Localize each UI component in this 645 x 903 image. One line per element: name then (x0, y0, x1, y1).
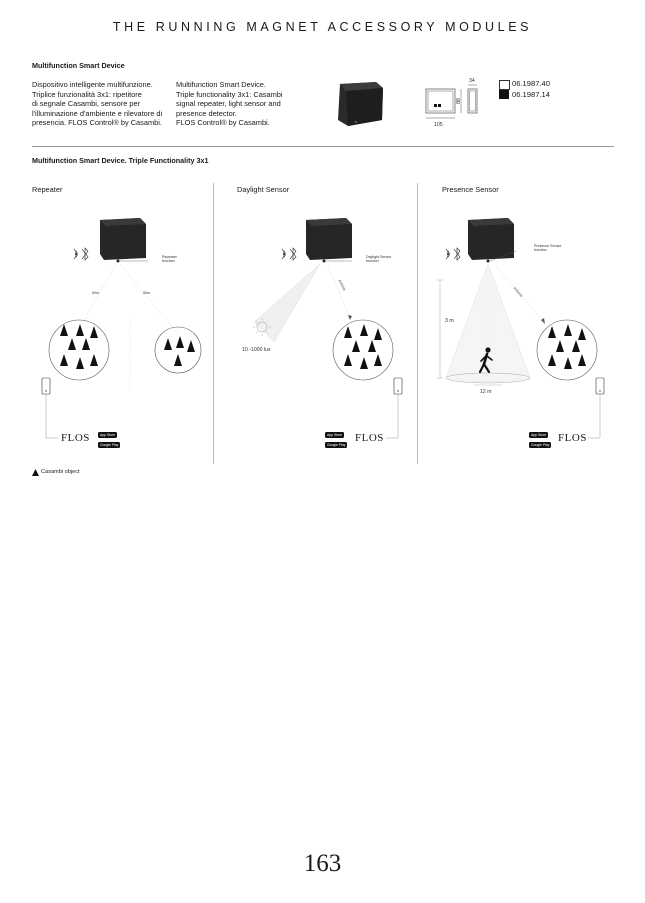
functionality-title: Multifunction Smart Device. Triple Functionality 3x1 (32, 156, 209, 165)
dim-width: 105 (434, 122, 443, 128)
product-title: Multifunction Smart Device (32, 61, 125, 70)
repeater-dist-b: 50m (143, 291, 150, 295)
technical-drawing (418, 80, 488, 132)
flos-logo: FLOS (61, 432, 90, 444)
column-divider-2 (417, 183, 418, 464)
google-play-badge-2[interactable]: Google Play (327, 443, 346, 447)
column-title-repeater: Repeater (32, 185, 63, 194)
app-store-badge-3[interactable]: App Store (531, 433, 547, 437)
flos-logo-3: FLOS (558, 432, 587, 444)
repeater-dist-a: 60m (92, 291, 99, 295)
code-black: 06.1987.14 (512, 90, 551, 99)
swatch-white (499, 80, 510, 90)
repeater-diagram (28, 214, 218, 454)
daylight-function-label: Daylight Sensor function (366, 255, 392, 264)
product-desc-en: Multifunction Smart Device. Triple functionality 3x1: Casambi signal repeater, light sensor and presence detector. FLOS Control® by Casambi. (176, 80, 283, 128)
column-title-daylight: Daylight Sensor (237, 185, 290, 194)
presence-diagram (432, 214, 612, 454)
page-header: THE RUNNING MAGNET ACCESSORY MODULES (112, 20, 533, 34)
product-desc-it: Dispositivo intelligente multifunzione. Triplice funzionalità 3x1: ripetitore di segnale Casambi, sensore per l'illuminazione d'ambiente e rilevatore di presencia. FLOS Control® by Casambi. (32, 80, 163, 128)
legend-label: Casambi object (41, 469, 80, 475)
flos-logo-2: FLOS (355, 432, 384, 444)
swatch-black (499, 90, 509, 99)
code-white: 06.1987.40 (512, 79, 551, 88)
presence-width: 12 m (480, 389, 492, 395)
dim-height: 88 (455, 98, 462, 104)
daylight-diagram (232, 214, 412, 454)
repeater-function-label: Repeater function (162, 255, 177, 264)
google-play-badge-3[interactable]: Google Play (531, 443, 550, 447)
dim-depth: 34 (469, 78, 475, 84)
column-title-presence: Presence Sensor (442, 185, 499, 194)
casambi-object-icon (32, 469, 39, 476)
daylight-range: 10 -1000 lux (242, 347, 271, 353)
product-photo (336, 80, 386, 128)
page-number: 163 (303, 850, 342, 877)
google-play-badge[interactable]: Google Play (100, 443, 119, 447)
app-store-badge-2[interactable]: App Store (327, 433, 343, 437)
daylight-arrow-label: Actions (337, 278, 347, 292)
presence-arrow-label: Actions (512, 286, 524, 298)
presence-function-label: Presence Sensor function (534, 244, 562, 253)
presence-height: 3 m (445, 318, 454, 324)
app-store-badge[interactable]: App Store (100, 433, 116, 437)
section-divider (32, 146, 614, 147)
